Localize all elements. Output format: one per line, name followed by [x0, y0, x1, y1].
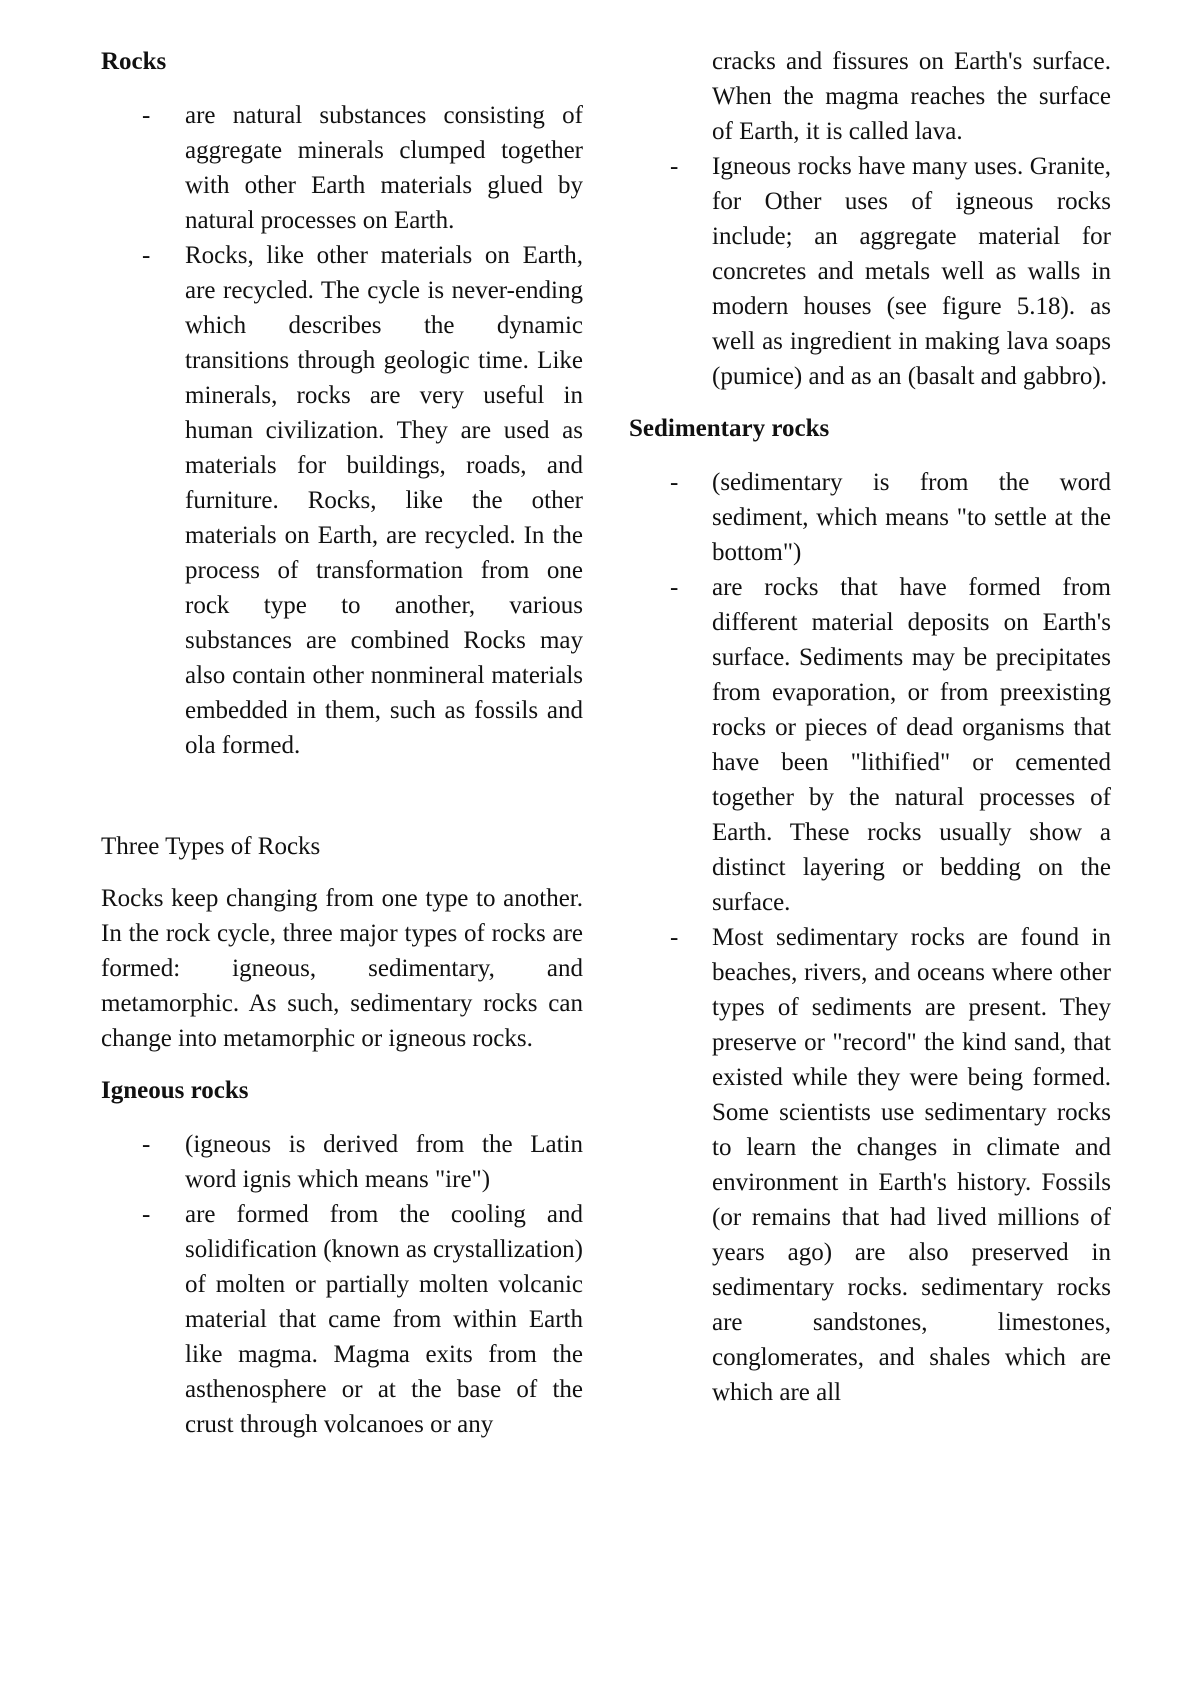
igneous-continuation-text: cracks and fissures on Earth's surface. When the magma reaches the surface of Earth, it is called lava.: [712, 48, 1111, 145]
list-item: [629, 920, 1111, 1410]
sedimentary-list: [629, 465, 1111, 1410]
list-item-text: are rocks that have formed from different material deposits on Earth's surface. Sediments may be precipitates from evaporation, or from preexisting rocks or pieces of dead organisms that have been "lithified" or cemented together by the natural processes of Earth. These rocks usually show a distinct layering or bedding on the surface.: [712, 574, 1111, 916]
igneous-heading: Igneous rocks: [101, 1077, 249, 1104]
list-item: [629, 570, 1111, 920]
dash-bullet: -: [142, 1131, 151, 1158]
list-item-text: Igneous rocks have many uses. Granite, for Other uses of igneous rocks include; an aggregate material for concretes and metals well as walls in modern houses (see figure 5.18). as well as ingredient in making lava soaps (pumice) and as an (basalt and gabbro).: [712, 153, 1111, 390]
igneous-list: [101, 1127, 583, 1442]
types-heading: Three Types of Rocks: [101, 833, 321, 860]
list-item: [101, 1197, 583, 1442]
list-item: [101, 238, 583, 763]
types-paragraph: Rocks keep changing from one type to another. In the rock cycle, three major types of rocks are formed: igneous, sedimentary, and metamorphic. As such, sedimentary rocks can change into metamorphic or igneous rocks.: [101, 885, 583, 1052]
list-item: [101, 1127, 583, 1197]
list-item-text: Rocks, like other materials on Earth, are recycled. The cycle is never-ending which describes the dynamic transitions through geologic time. Like minerals, rocks are very useful in human civilization. They are used as materials for buildings, roads, and furniture. Rocks, like the other materials on Earth, are recycled. In the process of transformation from one rock type to another, various substances are combined Rocks may also contain other nonmineral materials embedded in them, such as fossils and ola formed.: [185, 242, 583, 759]
list-item-text: are natural substances consisting of aggregate minerals clumped together with other Earth materials glued by natural processes on Earth.: [185, 102, 583, 234]
section-spacer: [101, 763, 583, 829]
right-column: [629, 44, 1111, 1410]
left-column: [101, 44, 583, 1442]
list-item-text: (igneous is derived from the Latin word ignis which means "ire"): [185, 1131, 583, 1193]
list-item: [629, 149, 1111, 394]
dash-bullet: -: [670, 574, 679, 601]
list-item-text: Most sedimentary rocks are found in beaches, rivers, and oceans where other types of sediments are present. They preserve or "record" the kind sand, that existed while they were being formed. Some scientists use sedimentary rocks to learn the changes in climate and environment in Earth's history. Fossils (or remains that had lived millions of years ago) are also preserved in sedimentary rocks. sedimentary rocks are sandstones, limestones, conglomerates, and shales which are which are all: [712, 924, 1111, 1406]
dash-bullet: -: [670, 924, 679, 951]
rocks-heading: Rocks: [101, 48, 167, 75]
dash-bullet: -: [142, 1201, 151, 1228]
list-item-text: (sedimentary is from the word sediment, which means "to settle at the bottom"): [712, 469, 1111, 566]
sedimentary-heading: Sedimentary rocks: [629, 415, 830, 442]
dash-bullet: -: [142, 102, 151, 129]
list-item: [101, 98, 583, 238]
dash-bullet: -: [670, 153, 679, 180]
section-gap: [629, 394, 1111, 411]
list-item-text: are formed from the cooling and solidification (known as crystallization) of molten or partially molten volcanic material that came from within Earth like magma. Magma exits from the asthenosphere or at the base of the crust through volcanoes or any: [185, 1201, 583, 1438]
list-item: [629, 465, 1111, 570]
dash-bullet: -: [142, 242, 151, 269]
rocks-list: [101, 98, 583, 763]
dash-bullet: -: [670, 469, 679, 496]
igneous-list-continued: [629, 149, 1111, 394]
